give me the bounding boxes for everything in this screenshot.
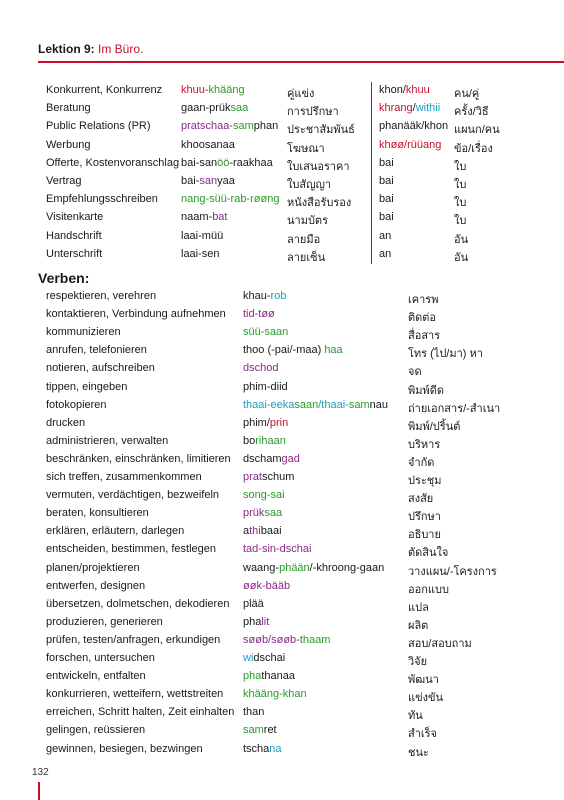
translit-segment: khääng-khan <box>243 688 307 701</box>
transliteration <box>243 290 286 302</box>
translit-segment: baai <box>260 525 282 538</box>
translit-segment: khon/ <box>379 84 406 96</box>
classifier-thai: ใบ <box>454 160 467 173</box>
german-verb: drucken <box>46 416 86 429</box>
classifier <box>379 230 391 242</box>
translit-segment: withii <box>415 102 441 115</box>
german-verb: entscheiden, bestimmen, festlegen <box>46 543 216 556</box>
translit-segment: phan <box>253 120 279 133</box>
translit-segment: tid-tøø <box>243 308 275 321</box>
translit-segment: søøb/søøb- <box>243 633 300 646</box>
transliteration <box>181 248 220 260</box>
thai-verb: พิมพ์/ปริ้นต์ <box>408 420 461 433</box>
translit-segment: pha <box>243 670 262 683</box>
transliteration <box>243 616 269 628</box>
translit-segment: thi <box>249 525 261 538</box>
transliteration <box>243 688 307 700</box>
lesson-title: Im Büro. <box>98 42 144 56</box>
german-verb: fotokopieren <box>46 398 107 411</box>
translit-segment: phim-diid <box>243 380 288 393</box>
translit-segment: haa <box>324 344 343 357</box>
translit-segment: khääng <box>208 84 245 96</box>
thai-verb: ประชุม <box>408 475 442 487</box>
classifier-thai: ใบ <box>454 197 467 210</box>
translit-segment: saan <box>294 398 319 411</box>
thai-verb: โทร (ไป/มา) หา <box>408 348 483 361</box>
german-verb: erreichen, Schritt halten, Zeit einhalten <box>46 706 235 719</box>
translit-segment: thaam <box>299 633 331 646</box>
german-verb: erklären, erläutern, darlegen <box>46 525 185 538</box>
german-verb: tippen, eingeben <box>46 380 128 393</box>
thai-verb: ทัน <box>408 710 423 723</box>
translit-segment: khrang <box>379 102 413 115</box>
german-term: Konkurrent, Konkurrenz <box>46 84 163 96</box>
thai-verb: ออกแบบ <box>408 583 449 596</box>
translit-segment: saa <box>230 102 249 115</box>
translit-segment: thanaa <box>261 670 296 683</box>
translit-segment: phään <box>279 561 310 574</box>
thai-verb: ชนะ <box>408 746 429 759</box>
german-verb: kommunizieren <box>46 326 121 339</box>
translit-segment: dschai <box>253 652 286 664</box>
translit-segment: khuu- <box>181 84 209 96</box>
classifier <box>379 157 394 169</box>
transliteration <box>243 471 294 483</box>
translit-segment: laai-müü <box>181 229 224 242</box>
thai-verb: แข่งขัน <box>408 692 444 705</box>
translit-segment: bai <box>379 156 394 169</box>
german-verb: beschränken, einschränken, limitieren <box>46 452 231 465</box>
classifier <box>379 120 448 132</box>
translit-segment: tad-sin-dschai <box>243 543 312 556</box>
translit-segment: song-sai <box>243 489 285 502</box>
german-verb: sich treffen, zusammenkommen <box>46 471 202 483</box>
translit-segment: bo <box>243 434 256 447</box>
translit-segment: saa <box>264 507 283 520</box>
thai-verb: วางแผน/-โครงการ <box>408 565 497 578</box>
transliteration <box>181 211 227 223</box>
translit-segment: sam <box>243 724 264 737</box>
transliteration <box>243 543 311 555</box>
classifier-thai: แผนก/คน <box>454 124 500 137</box>
transliteration <box>243 598 264 610</box>
transliteration <box>181 193 279 205</box>
verbs-heading: Verben: <box>38 270 90 286</box>
transliteration <box>243 706 264 718</box>
translit-segment: phanääk/khon <box>379 120 449 133</box>
german-verb: administrieren, verwalten <box>46 434 169 447</box>
transliteration <box>243 362 278 374</box>
transliteration <box>243 580 290 592</box>
thai-term: ลายเซ็น <box>287 251 326 264</box>
thai-verb: ตัดสินใจ <box>408 547 449 560</box>
transliteration <box>181 175 235 187</box>
german-verb: produzieren, generieren <box>46 615 163 628</box>
german-term: Visitenkarte <box>46 211 104 224</box>
thai-term: คู่แข่ง <box>287 88 315 100</box>
translit-segment: naam- <box>181 211 213 224</box>
german-term: Unterschrift <box>46 247 103 260</box>
thai-verb: อธิบาย <box>408 529 441 542</box>
transliteration <box>243 634 330 646</box>
thai-term: การปรึกษา <box>287 106 339 119</box>
translit-segment: tscha <box>243 742 270 755</box>
classifier-thai: คน/คู่ <box>454 88 480 100</box>
german-verb: gelingen, reüssieren <box>46 724 146 737</box>
thai-verb: สื่อสาร <box>408 330 441 343</box>
translit-segment: dscham <box>243 452 282 465</box>
thai-verb: สงสัย <box>408 493 434 506</box>
german-verb: notieren, aufschreiben <box>46 362 155 375</box>
classifier <box>379 248 391 260</box>
german-verb: beraten, konsultieren <box>46 507 149 520</box>
translit-segment: a <box>243 525 250 538</box>
classifier-thai: อัน <box>454 251 469 264</box>
german-term: Vertrag <box>46 175 82 187</box>
german-verb: gewinnen, besiegen, bezwingen <box>46 742 203 755</box>
thai-term: ใบเสนอราคา <box>287 160 350 173</box>
transliteration <box>243 525 282 537</box>
transliteration <box>243 399 388 411</box>
classifier-thai: ใบ <box>454 179 467 191</box>
translit-segment: rob <box>270 290 287 302</box>
translit-segment: bai- <box>181 175 200 187</box>
transliteration <box>243 562 384 574</box>
german-term: Offerte, Kostenvoranschlag <box>46 156 180 169</box>
transliteration <box>243 724 277 736</box>
german-term: Public Relations (PR) <box>46 120 151 133</box>
translit-segment: nang-süü-rab-røøng <box>181 193 280 206</box>
transliteration <box>243 507 282 519</box>
transliteration <box>243 743 282 755</box>
translit-segment: lit <box>261 615 270 628</box>
transliteration <box>181 102 248 114</box>
translit-segment: ret <box>263 724 277 737</box>
classifier <box>379 139 441 151</box>
transliteration <box>243 489 285 501</box>
german-verb: kontaktieren, Verbindung aufnehmen <box>46 308 226 321</box>
classifier-thai: ข้อ/เรื่อง <box>454 142 493 155</box>
thai-term: ใบสัญญา <box>287 179 331 191</box>
translit-segment: /thaai- <box>318 398 349 411</box>
german-verb: prüfen, testen/anfragen, erkundigen <box>46 633 221 646</box>
lesson-header <box>38 42 143 56</box>
thai-term: ลายมือ <box>287 233 321 246</box>
translit-segment: bai-san <box>181 156 218 169</box>
translit-segment: rihaan <box>255 434 286 447</box>
thai-term: โฆษณา <box>287 142 325 155</box>
transliteration <box>243 435 286 447</box>
thai-verb: ผลิต <box>408 619 429 632</box>
translit-segment: / <box>412 102 416 115</box>
german-verb: anrufen, telefonieren <box>46 344 147 357</box>
classifier-thai: ครั้ง/วิธี <box>454 106 489 119</box>
german-term: Handschrift <box>46 229 102 242</box>
translit-segment: süü-saan <box>243 326 289 339</box>
page-marker <box>38 782 40 800</box>
translit-segment: bat <box>212 211 228 224</box>
translit-segment: schum <box>261 471 295 483</box>
german-term: Beratung <box>46 102 91 115</box>
classifier-thai: ใบ <box>454 215 467 228</box>
classifier <box>379 102 440 114</box>
translit-segment: than <box>243 706 265 719</box>
transliteration <box>181 157 273 169</box>
translit-segment: khuu <box>405 84 430 96</box>
translit-segment: prat <box>243 471 262 483</box>
classifier <box>379 175 394 187</box>
transliteration <box>243 652 285 664</box>
thai-verb: วิจัย <box>408 656 428 668</box>
translit-segment: /-khroong-gaan <box>309 561 385 574</box>
thai-verb: สำเร็จ <box>408 728 438 741</box>
thai-verb: ถ่ายเอกสาร/-สำเนา <box>408 402 501 415</box>
transliteration <box>243 381 288 393</box>
transliteration <box>243 670 295 682</box>
header-divider <box>38 61 564 63</box>
translit-segment: öö <box>217 156 230 169</box>
translit-segment: nau <box>369 398 388 411</box>
german-verb: entwickeln, entfalten <box>46 670 146 683</box>
translit-segment: pha <box>243 615 262 628</box>
translit-segment: wi <box>243 652 254 664</box>
page-number: 132 <box>32 767 49 778</box>
thai-verb: จด <box>408 366 422 379</box>
translit-segment: laai-sen <box>181 247 220 260</box>
transliteration <box>181 139 235 151</box>
german-verb: forschen, untersuchen <box>46 652 155 664</box>
translit-segment: sam <box>232 120 254 133</box>
translit-segment: plää <box>243 597 264 610</box>
german-verb: respektieren, verehren <box>46 290 157 302</box>
classifier-thai: อัน <box>454 233 469 246</box>
transliteration <box>243 344 343 356</box>
translit-segment: waang- <box>243 561 280 574</box>
transliteration <box>243 326 288 338</box>
translit-segment: øøk-bääb <box>243 579 291 592</box>
german-verb: übersetzen, dolmetschen, dekodieren <box>46 597 230 610</box>
translit-segment: an <box>379 229 392 242</box>
german-verb: planen/projektieren <box>46 561 140 574</box>
thai-verb: บริหาร <box>408 438 441 451</box>
translit-segment: sam <box>348 398 370 411</box>
transliteration <box>243 417 288 429</box>
translit-segment: gaan-prük <box>181 102 231 115</box>
transliteration <box>243 308 275 320</box>
translit-segment: bai <box>379 211 394 224</box>
classifier <box>379 84 430 96</box>
german-term: Werbung <box>46 138 91 151</box>
translit-segment: prin <box>269 416 289 429</box>
thai-term: ประชาสัมพันธ์ <box>287 124 355 137</box>
column-separator <box>371 82 372 264</box>
thai-verb: เคารพ <box>408 294 439 306</box>
translit-segment: pratschaa- <box>181 120 233 133</box>
thai-verb: จำกัด <box>408 456 435 469</box>
translit-segment: na <box>269 742 282 755</box>
thai-term: หนังสือรับรอง <box>287 197 352 210</box>
translit-segment: -raakhaa <box>229 156 273 169</box>
translit-segment: bai <box>379 193 394 206</box>
translit-segment: yaa <box>217 175 235 187</box>
thai-term: นามบัตร <box>287 215 328 228</box>
thai-verb: พิมพ์ดีด <box>408 384 445 397</box>
thai-verb: พัฒนา <box>408 674 439 687</box>
translit-segment: prük <box>243 507 265 520</box>
transliteration <box>181 120 278 132</box>
lesson-number: Lektion 9: <box>38 42 95 56</box>
translit-segment: san <box>199 175 218 187</box>
thai-verb: ติดต่อ <box>408 312 437 325</box>
transliteration <box>181 230 223 242</box>
translit-segment: gad <box>281 452 300 465</box>
translit-segment: phim/ <box>243 416 270 429</box>
thai-verb: แปล <box>408 601 429 614</box>
classifier <box>379 211 394 223</box>
transliteration <box>243 453 300 465</box>
german-verb: konkurrieren, wetteifern, wettstreiten <box>46 688 224 701</box>
german-verb: vermuten, verdächtigen, bezweifeln <box>46 489 220 502</box>
classifier <box>379 193 394 205</box>
german-verb: entwerfen, designen <box>46 579 146 592</box>
thai-verb: สอบ/สอบถาม <box>408 637 472 650</box>
thai-verb: ปรึกษา <box>408 511 441 524</box>
translit-segment: an <box>379 247 392 260</box>
translit-segment: khau- <box>243 290 271 302</box>
transliteration <box>181 84 245 96</box>
translit-segment: khøø/rüüang <box>379 138 442 151</box>
translit-segment: bai <box>379 175 394 187</box>
german-term: Empfehlungsschreiben <box>46 193 158 206</box>
translit-segment: dschod <box>243 362 279 375</box>
translit-segment: thoo (-pai/-maa) <box>243 344 325 357</box>
translit-segment: thaai-eeka <box>243 398 295 411</box>
translit-segment: khoosanaa <box>181 138 235 151</box>
